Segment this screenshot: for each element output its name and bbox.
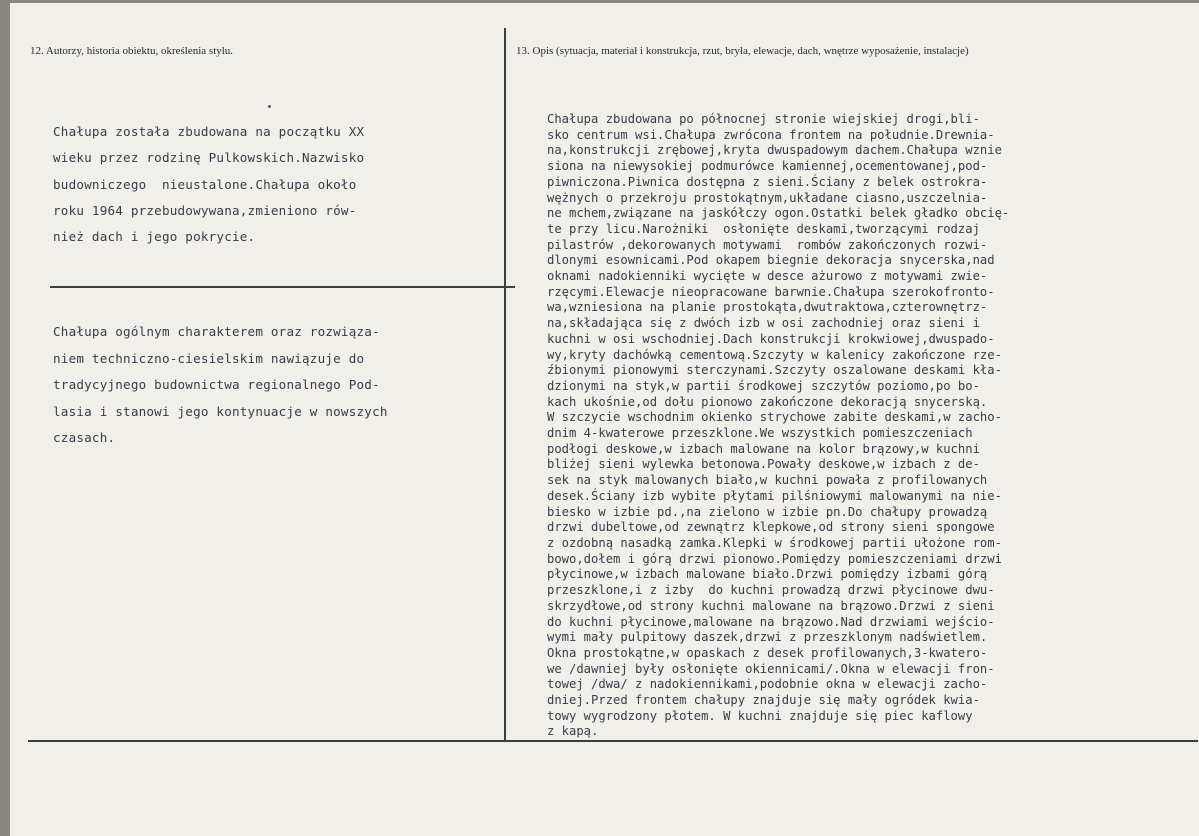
text-line: źbionymi pionowymi sterczynami.Szczyty oszalowane deskami kła- — [547, 363, 1002, 378]
text-line: kach ukośnie,od dołu pionowo zakończone dekoracją snycerską. — [547, 394, 988, 409]
text-line: przeszklone,i z izby do kuchni prowadzą drzwi płycinowe dwu- — [547, 583, 995, 598]
text-line: siona na niewysokiej podmurówce kamiennej,ocementowanej,pod- — [547, 159, 988, 174]
text-line: wieku przez rodzinę Pulkowskich.Nazwisko — [53, 150, 365, 166]
text-line: płycinowe,w izbach malowane biało.Drzwi pomiędzy izbami górą — [547, 567, 988, 582]
text-line: wa,wzniesiona na planie prostokąta,dwutraktowa,czterownętrz- — [547, 300, 988, 315]
text-line: budowniczego nieustalone.Chałupa około — [53, 176, 357, 192]
speck — [268, 105, 271, 108]
section-13-header: 13. Opis (sytuacja, materiał i konstrukcja, rzut, bryła, elewacje, dach, wnętrze wyposażenie, instalacje) — [516, 45, 969, 57]
text-line: dlonymi esownicami.Pod okapem biegnie dekoracja snycerska,nad — [547, 253, 995, 268]
text-line: bowo,dołem i górą drzwi pionowo.Pomiędzy pomieszczeniami drzwi — [547, 551, 1002, 566]
text-line: piwniczona.Piwnica dostępna z sieni.Ściany z belek ostrokra- — [547, 174, 988, 189]
text-line: niem techniczno-ciesielskim nawiązuje do — [53, 350, 365, 366]
text-line: we /dawniej były osłonięte okiennicami/.Okna w elewacji fron- — [547, 661, 995, 676]
text-line: dzionymi na styk,w partii środkowej szczytów poziomo,po bo- — [547, 378, 980, 393]
style-text — [53, 319, 388, 452]
text-line: W szczycie wschodnim okienko strychowe zabite deskami,w zacho- — [547, 410, 1002, 425]
text-line: sko centrum wsi.Chałupa zwrócona frontem na południe.Drewnia- — [547, 127, 995, 142]
history-text — [53, 119, 364, 250]
left-section-divider — [50, 286, 515, 288]
text-line: dnim 4-kwaterowe przeszklone.We wszystkich pomieszczeniach — [547, 426, 973, 441]
column-divider — [504, 28, 506, 740]
text-line: roku 1964 przebudowywana,zmieniono rów- — [53, 202, 357, 218]
text-line: dniej.Przed frontem chałupy znajduje się mały ogródek kwia- — [547, 693, 980, 708]
text-line: Okna prostokątne,w opaskach z desek profilowanych,3-kwatero- — [547, 645, 988, 660]
text-line: towej /dwa/ z nadokiennikami,podobnie okna w elewacji zacho- — [547, 677, 988, 692]
text-line: skrzydłowe,od strony kuchni malowane na brązowo.Drzwi z sieni — [547, 598, 995, 613]
text-line: sek na styk malowanych biało,w kuchni powała z profilowanych — [547, 473, 988, 488]
text-line: z ozdobną nasadką zamka.Klepki w środkowej partii ułożone rom- — [547, 535, 1002, 550]
text-line: wymi mały pulpitowy daszek,drzwi z przeszklonym nadświetlem. — [547, 630, 988, 645]
text-line: drzwi dubeltowe,od zewnątrz klepkowe,od strony sieni spongowe — [547, 520, 995, 535]
text-line: do kuchni płycinowe,malowane na brązowo.Nad drzwiami wejścio- — [547, 614, 995, 629]
text-line: podłogi deskowe,w izbach malowane na kolor brązowy,w kuchni — [547, 441, 980, 456]
text-line: pilastrów ,dekorowanych motywami rombów zakończonych rozwi- — [547, 237, 988, 252]
text-line: tradycyjnego budownictwa regionalnego Pod- — [53, 377, 380, 392]
text-line: na,składająca się z dwóch izb w osi zachodniej oraz sieni i — [547, 316, 980, 331]
text-line: na,konstrukcji zrębowej,kryta dwuspadowym dachem.Chałupa wznie — [547, 143, 1002, 158]
text-line: wy,kryty dachówką cementową.Szczyty w kalenicy zakończone rze- — [547, 347, 1002, 362]
text-line: te przy licu.Narożniki osłonięte deskami,tworzącymi rodzaj — [547, 221, 980, 236]
text-line: bliżej sieni wylewka betonowa.Powały deskowe,w izbach z de- — [547, 457, 980, 472]
text-line: kuchni w osi wschodniej.Dach konstrukcji krokwiowej,dwuspado- — [547, 331, 995, 346]
text-line: desek.Ściany izb wybite płytami pilśniowymi malowanymi na nie- — [547, 488, 1002, 503]
description-text — [547, 112, 1009, 740]
text-line: Chałupa została zbudowana na początku XX — [53, 124, 365, 139]
bottom-rule — [28, 740, 1198, 742]
text-line: towy wygrodzony płotem. W kuchni znajduje się piec kaflowy — [547, 708, 973, 723]
text-line: rzęcymi.Elewacje nieopracowane barwnie.Chałupa szerokofronto- — [547, 284, 995, 299]
text-line: Chałupa zbudowana po północnej stronie wiejskiej drogi,bli- — [547, 112, 980, 126]
text-line: ne mchem,związane na jaskółczy ogon.Ostatki belek gładko obcię- — [547, 206, 1010, 221]
text-line: oknami nadokienniki wycięte w desce ażurowo z motywami zwie- — [547, 269, 988, 284]
text-line: lasia i stanowi jego kontynuacje w nowszych — [53, 403, 388, 419]
text-line: czasach. — [53, 430, 116, 445]
text-line: biesko w izbie pd.,na zielono w izbie pn.Do chałupy prowadzą — [547, 504, 988, 519]
text-line: z kapą. — [547, 724, 599, 739]
text-line: wężnych o przekroju prostokątnym,układane ciasno,uszczelnia- — [547, 190, 988, 205]
text-line: nież dach i jego pokrycie. — [53, 229, 256, 245]
section-12-header: 12. Autorzy, historia obiektu, określenia stylu. — [30, 45, 234, 57]
text-line: Chałupa ogólnym charakterem oraz rozwiąza- — [53, 324, 380, 339]
